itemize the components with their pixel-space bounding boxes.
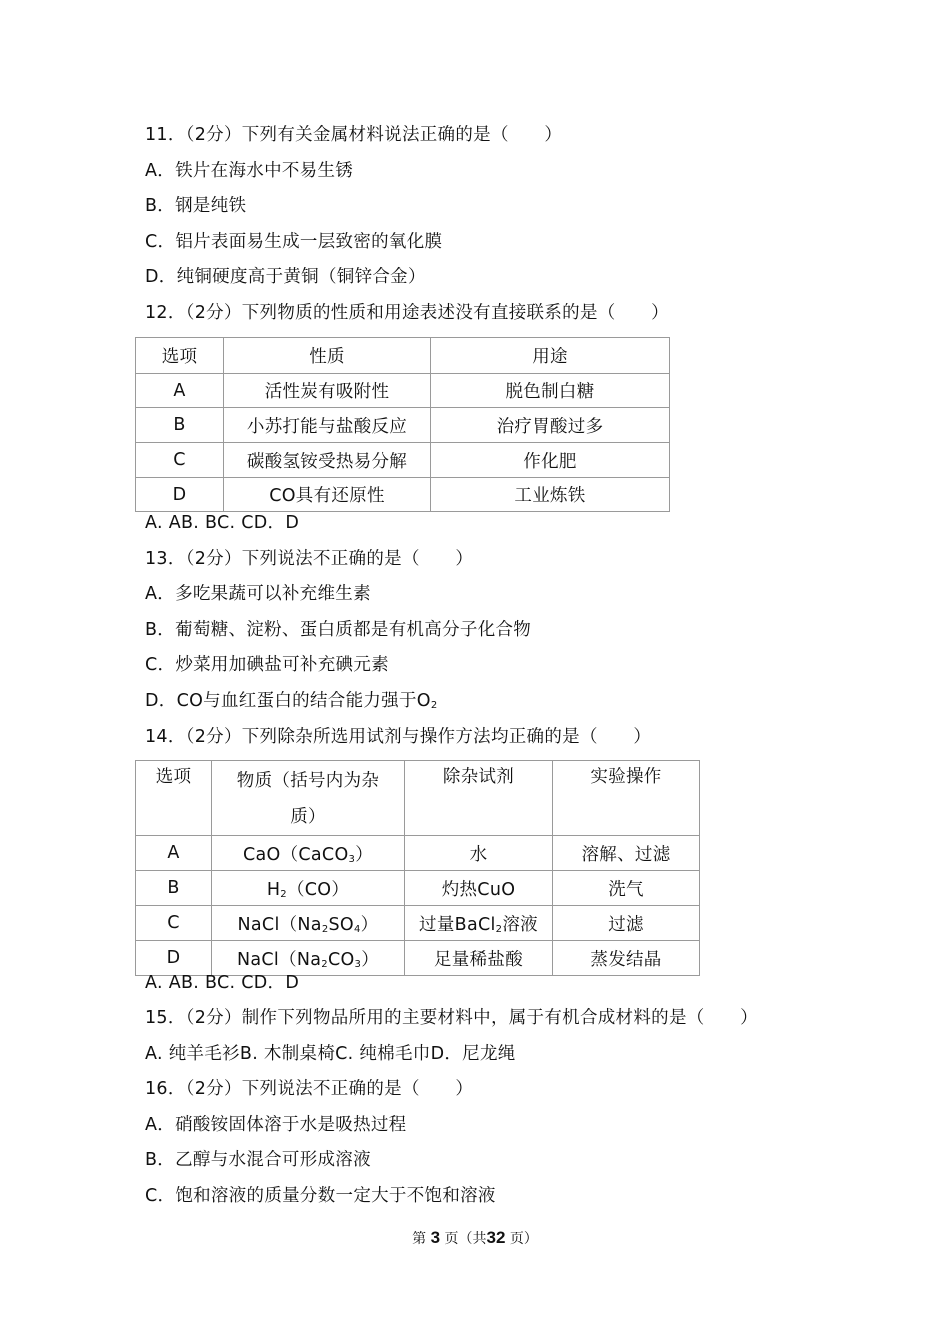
q13-option-d-text: D．CO与血红蛋白的结合能力强于O (145, 691, 431, 711)
q14-cell: 洗气 (553, 871, 700, 906)
q14-cell: 溶解、过滤 (553, 836, 700, 871)
q12-answer-options: A. AB. BC. CD．D (145, 513, 300, 533)
page-footer (0, 1228, 950, 1248)
q14-formula-part: H (266, 879, 281, 900)
q14-cell (212, 871, 405, 906)
q14-formula-part: 过量BaCl (419, 914, 496, 935)
q14-formula-part: ） (360, 914, 379, 935)
q14-cell: C (136, 906, 212, 941)
q11-option-c: C．铝片表面易生成一层致密的氧化膜 (145, 232, 443, 252)
q12-header-option: 选项 (136, 338, 224, 374)
question-11-stem: 11．（2分）下列有关金属材料说法正确的是（ ） (145, 125, 563, 145)
question-16-stem: 16．（2分）下列说法不正确的是（ ） (145, 1079, 474, 1099)
total-pages: 32 (486, 1228, 506, 1247)
q11-option-a: A．铁片在海水中不易生锈 (145, 161, 354, 181)
q14-formula-part: CaO（CaCO (242, 844, 349, 865)
footer-text: 页） (509, 1231, 538, 1247)
q14-cell: 足量稀盐酸 (405, 941, 553, 976)
q14-subscript: 2 (280, 888, 287, 900)
q14-formula-part: SO (328, 914, 354, 935)
q11-option-b: B．钢是纯铁 (145, 196, 247, 216)
question-13-stem: 13．（2分）下列说法不正确的是（ ） (145, 549, 474, 569)
q12-cell: 活性炭有吸附性 (224, 374, 431, 408)
q14-formula-part: 溶液 (502, 914, 538, 935)
q14-header-option: 选项 (136, 761, 212, 836)
q14-subscript: 2 (495, 923, 503, 935)
q12-cell: 碳酸氢铵受热易分解 (224, 443, 431, 478)
q14-cell: 水 (405, 836, 553, 871)
q14-formula-part: NaCl（Na (236, 949, 322, 970)
q14-formula-part: ） (355, 844, 374, 865)
q14-cell: 灼热CuO (405, 871, 553, 906)
q13-option-d (145, 689, 438, 718)
question-15-stem: 15．（2分）制作下列物品所用的主要材料中，属于有机合成材料的是（ ） (145, 1008, 758, 1028)
q12-table (135, 337, 670, 512)
footer-text: 第 (412, 1231, 427, 1247)
q12-header-use: 用途 (431, 338, 670, 374)
q14-subscript: 3 (348, 853, 356, 865)
q12-header-property: 性质 (224, 338, 431, 374)
q14-subscript: 2 (321, 958, 328, 970)
q14-answer-options: A. AB. BC. CD．D (145, 973, 300, 993)
q12-cell: CO具有还原性 (224, 478, 431, 512)
q11-option-d: D．纯铜硬度高于黄铜（铜锌合金） (145, 267, 426, 287)
q12-cell: 小苏打能与盐酸反应 (224, 408, 431, 443)
q14-cell: D (136, 941, 212, 976)
q16-option-a: A．硝酸铵固体溶于水是吸热过程 (145, 1115, 407, 1135)
q14-cell: 蒸发结晶 (553, 941, 700, 976)
q13-option-b: B．葡萄糖、淀粉、蛋白质都是有机高分子化合物 (145, 620, 532, 640)
q14-cell: B (136, 871, 212, 906)
q14-formula-part: ） (361, 949, 380, 970)
q15-answer-options: A. 纯羊毛衫B. 木制桌椅C. 纯棉毛巾D．尼龙绳 (145, 1044, 516, 1064)
q12-cell: 工业炼铁 (431, 478, 670, 512)
q14-subscript: 2 (321, 923, 329, 935)
q14-cell (405, 906, 553, 941)
q13-option-a: A．多吃果蔬可以补充维生素 (145, 584, 371, 604)
q14-formula-part: （CO） (286, 879, 350, 900)
q12-cell: B (136, 408, 224, 443)
q14-header-reagent: 除杂试剂 (405, 761, 553, 836)
q12-cell: D (136, 478, 224, 512)
q14-header-substance-line2: 质） (290, 807, 326, 827)
q14-formula-part: NaCl（Na (237, 914, 322, 935)
q12-cell: 治疗胃酸过多 (431, 408, 670, 443)
q14-cell: 过滤 (553, 906, 700, 941)
q14-subscript: 4 (353, 923, 361, 935)
q16-option-c: C．饱和溶液的质量分数一定大于不饱和溶液 (145, 1186, 496, 1206)
q14-cell (212, 906, 405, 941)
footer-text: 页（共 (444, 1231, 487, 1247)
page-number: 3 (430, 1228, 441, 1247)
q14-formula-part: CO (327, 949, 355, 970)
q14-subscript: 3 (354, 958, 362, 970)
q14-cell (212, 836, 405, 871)
q14-header-substance-line1: 物质（括号内为杂 (236, 771, 380, 791)
q14-table (135, 760, 700, 976)
q14-header-operation: 实验操作 (553, 761, 700, 836)
q14-header-substance (212, 761, 405, 836)
q12-cell: 脱色制白糖 (431, 374, 670, 408)
q13-option-c: C．炒菜用加碘盐可补充碘元素 (145, 655, 389, 675)
q12-cell: C (136, 443, 224, 478)
q13-option-d-subscript: 2 (430, 700, 438, 711)
question-14-stem: 14．（2分）下列除杂所选用试剂与操作方法均正确的是（ ） (145, 727, 652, 747)
question-12-stem: 12．（2分）下列物质的性质和用途表述没有直接联系的是（ ） (145, 303, 669, 323)
q14-cell: A (136, 836, 212, 871)
q12-cell: 作化肥 (431, 443, 670, 478)
q12-cell: A (136, 374, 224, 408)
q16-option-b: B．乙醇与水混合可形成溶液 (145, 1150, 371, 1170)
